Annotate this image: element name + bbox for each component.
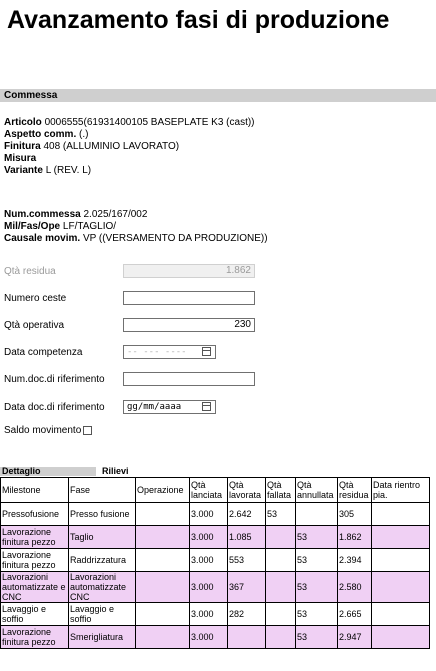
table-cell: 2.580 <box>338 572 372 603</box>
table-row[interactable] <box>1 526 430 549</box>
finitura-value: 408 (ALLUMINIO LAVORATO) <box>43 141 180 152</box>
table-cell <box>136 626 190 649</box>
col-header: Fase <box>69 478 136 503</box>
table-row[interactable] <box>1 572 430 603</box>
table-cell: Lavorazioni automatizzate e CNC <box>1 572 69 603</box>
qta-operativa-label: Qtà operativa <box>4 320 65 331</box>
page-title: Avanzamento fasi di produzione <box>7 6 390 34</box>
col-header: Operazione <box>136 478 190 503</box>
articolo-label: Articolo <box>4 117 42 128</box>
finitura-line <box>4 141 179 153</box>
table-cell: Taglio <box>69 526 136 549</box>
table-cell: Lavorazioni automatizzate CNC <box>69 572 136 603</box>
table-row[interactable] <box>1 603 430 626</box>
table-cell: 2.947 <box>338 626 372 649</box>
datadoc-placeholder: gg/mm/aaaa <box>127 402 182 412</box>
finitura-label: Finitura <box>4 141 41 152</box>
table-cell: 3.000 <box>190 572 228 603</box>
table-cell: 2.665 <box>338 603 372 626</box>
table-cell: 53 <box>296 603 338 626</box>
causale-line <box>4 233 268 245</box>
table-cell: 553 <box>228 549 266 572</box>
numdoc-field[interactable] <box>123 372 255 386</box>
section-commessa-header: Commessa <box>0 89 436 102</box>
table-cell <box>266 549 296 572</box>
col-header: Qtà fallata <box>266 478 296 503</box>
table-cell: 282 <box>228 603 266 626</box>
table-cell <box>136 503 190 526</box>
milfasope-value: LF/TAGLIO/ <box>62 221 117 232</box>
table-header-row <box>1 478 430 503</box>
aspetto-line <box>4 129 88 141</box>
table-row[interactable] <box>1 503 430 526</box>
table-cell: Lavaggio e soffio <box>1 603 69 626</box>
table-cell: 2.642 <box>228 503 266 526</box>
numero-ceste-field[interactable] <box>123 291 255 305</box>
table-cell <box>136 572 190 603</box>
table-cell <box>296 503 338 526</box>
table-cell: 53 <box>266 503 296 526</box>
numcommessa-value: 2.025/167/002 <box>83 209 148 220</box>
table-cell: 367 <box>228 572 266 603</box>
table-cell <box>266 526 296 549</box>
tab-dettaglio[interactable]: Dettaglio <box>0 467 96 476</box>
tab-rilievi[interactable]: Rilievi <box>102 466 129 476</box>
table-cell: 3.000 <box>190 549 228 572</box>
col-header: Qtà residua <box>338 478 372 503</box>
table-cell: 53 <box>296 626 338 649</box>
table-cell: 53 <box>296 572 338 603</box>
table-cell <box>372 526 430 549</box>
table-cell: 1.085 <box>228 526 266 549</box>
table-cell: 53 <box>296 526 338 549</box>
col-header: Qtà lanciata <box>190 478 228 503</box>
table-cell <box>372 626 430 649</box>
table-cell <box>372 572 430 603</box>
table-cell <box>136 603 190 626</box>
table-cell: Lavorazione finitura pezzo <box>1 549 69 572</box>
table-cell <box>372 503 430 526</box>
calendar-icon[interactable] <box>202 402 211 411</box>
saldo-movimento-label: Saldo movimento <box>4 425 82 436</box>
aspetto-value: (.) <box>79 129 89 140</box>
table-cell: Pressofusione <box>1 503 69 526</box>
table-cell: Smerigliatura <box>69 626 136 649</box>
table-cell: Presso fusione <box>69 503 136 526</box>
table-cell: 3.000 <box>190 626 228 649</box>
col-header: Milestone <box>1 478 69 503</box>
table-cell: 305 <box>338 503 372 526</box>
table-cell <box>266 603 296 626</box>
numdoc-label: Num.doc.di riferimento <box>4 374 105 385</box>
milfasope-line <box>4 221 116 233</box>
table-cell <box>266 626 296 649</box>
table-cell: 3.000 <box>190 503 228 526</box>
datadoc-label: Data doc.di riferimento <box>4 402 105 413</box>
col-header: Qtà lavorata <box>228 478 266 503</box>
table-cell <box>372 549 430 572</box>
tab-bar <box>0 467 430 476</box>
table-cell <box>228 626 266 649</box>
qta-operativa-field[interactable]: 230 <box>123 318 255 332</box>
qta-residua-label: Qtà residua <box>4 266 56 277</box>
variante-line <box>4 165 91 177</box>
misura-label: Misura <box>4 153 37 164</box>
causale-value: VP ((VERSAMENTO DA PRODUZIONE)) <box>82 233 268 244</box>
col-header: Qtà annullata <box>296 478 338 503</box>
data-competenza-field[interactable] <box>123 345 216 359</box>
fasi-table <box>0 477 430 649</box>
variante-label: Variante <box>4 165 43 176</box>
causale-label: Causale movim. <box>4 233 81 244</box>
table-cell: Lavorazione finitura pezzo <box>1 526 69 549</box>
data-competenza-label: Data competenza <box>4 347 83 358</box>
table-cell <box>136 549 190 572</box>
table-cell: 3.000 <box>190 603 228 626</box>
table-cell: 2.394 <box>338 549 372 572</box>
articolo-line <box>4 117 255 129</box>
table-cell: Lavorazione finitura pezzo <box>1 626 69 649</box>
col-header: Data rientro pia. <box>372 478 430 503</box>
table-cell: 1.862 <box>338 526 372 549</box>
qta-residua-field: 1.862 <box>123 264 255 278</box>
data-competenza-placeholder: -- --- ---- <box>127 347 187 357</box>
misura-line <box>4 153 36 165</box>
calendar-icon[interactable] <box>202 347 211 356</box>
table-row[interactable] <box>1 626 430 649</box>
table-cell <box>266 572 296 603</box>
table-cell: 53 <box>296 549 338 572</box>
variante-value: L (REV. L) <box>45 165 92 176</box>
aspetto-label: Aspetto comm. <box>4 129 77 140</box>
datadoc-field[interactable] <box>123 400 216 414</box>
numero-ceste-label: Numero ceste <box>4 293 67 304</box>
articolo-value: 0006555(61931400105 BASEPLATE K3 (cast)) <box>44 117 255 128</box>
saldo-movimento-checkbox[interactable] <box>83 426 92 435</box>
table-row[interactable] <box>1 549 430 572</box>
numcommessa-label: Num.commessa <box>4 209 81 220</box>
table-cell: Lavaggio e soffio <box>69 603 136 626</box>
table-cell <box>372 603 430 626</box>
milfasope-label: Mil/Fas/Ope <box>4 221 61 232</box>
numcommessa-line <box>4 209 147 221</box>
table-cell: Raddrizzatura <box>69 549 136 572</box>
table-cell: 3.000 <box>190 526 228 549</box>
table-cell <box>136 526 190 549</box>
